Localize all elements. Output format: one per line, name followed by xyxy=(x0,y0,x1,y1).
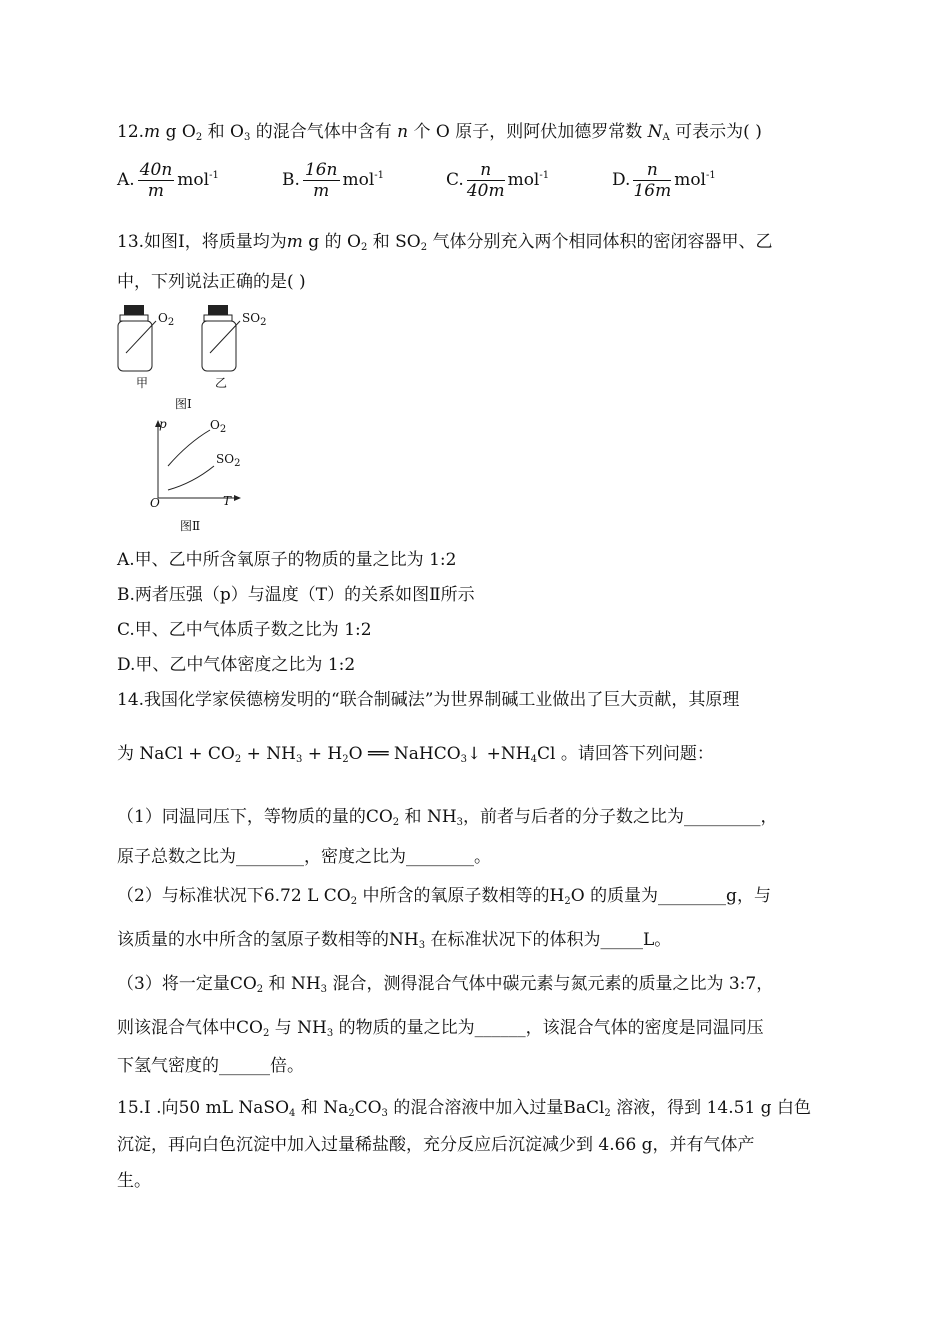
fraction xyxy=(303,160,340,201)
figure-1-caption: 图Ⅰ xyxy=(175,397,192,411)
bottle-left-label: 甲 xyxy=(136,376,149,390)
graph-x-label: T xyxy=(223,494,232,508)
q14-part2-line2: 该质量的水中所含的氢原子数相等的$NH_3$ 在标准状况下的体积为_____L。 xyxy=(117,930,672,951)
q12-option-c[interactable]: C. $\frac{n}{40m}$ mol$^{-1}$ xyxy=(446,160,550,201)
unit: mol xyxy=(507,170,540,190)
q13-option-d[interactable]: D.甲、乙中气体密度之比为 1:2 xyxy=(117,655,356,675)
unit: mol xyxy=(342,170,375,190)
q12-option-d[interactable]: D. $\frac{n}{16m}$ mol$^{-1}$ xyxy=(612,160,716,201)
q14-part2-line1: （2）与标准状况下6.72 L $CO_2$ 中所含的氧原子数相等的$H_2O$ 的质量为________g，与 xyxy=(117,886,771,907)
q13-option-b[interactable]: B.两者压强（p）与温度（T）的关系如图Ⅱ所示 xyxy=(117,585,475,605)
q14-part1-line2: 原子总数之比为________，密度之比为________。 xyxy=(117,847,491,867)
option-label: B. xyxy=(282,170,300,190)
q12-number: 12. xyxy=(117,122,145,142)
graph-origin-label: O xyxy=(150,496,160,510)
option-label: D. xyxy=(612,170,631,190)
q14-text: 混合，测得混合气体中碳元素与氮元素的质量之比为 3:7， xyxy=(332,974,774,994)
unit: mol xyxy=(674,170,706,190)
q14-text: 为 xyxy=(117,744,134,764)
q14-part3-line3: 下氢气密度的______倍。 xyxy=(117,1056,304,1076)
graph-y-label: p xyxy=(159,417,167,431)
q14-part3-line2: 则该混合气体中$CO_2$ 与 $NH_3$ 的物质的量之比为______，该混合气体的密度是同温同压 xyxy=(117,1018,764,1039)
q15-stem-line1: 15.Ⅰ .向50 mL NaSO$_4$ 和 $Na_2CO_3$ 的混合溶液中加入过量BaCl$_2$ 溶液，得到 14.51 g 白色 xyxy=(117,1098,811,1119)
fraction-den: m xyxy=(313,181,330,201)
fraction-den: m xyxy=(147,181,165,201)
fraction-num: 16n xyxy=(304,160,338,180)
q13-text: 13.如图Ⅰ，将质量均为 xyxy=(117,232,287,252)
q13-stem-line2: 中，下列说法正确的是( ) xyxy=(117,272,306,292)
bottle-left xyxy=(118,305,156,371)
unit: mol xyxy=(177,170,210,190)
option-label: C. xyxy=(446,170,464,190)
bottle-right-gas-label: $SO_2$ xyxy=(242,311,267,328)
q15-text: 溶液，得到 14.51 g 白色 xyxy=(616,1098,811,1118)
graph-curve2-label: $SO_2$ xyxy=(216,452,241,469)
q14-text: （2）与标准状况下 xyxy=(117,886,264,906)
fraction xyxy=(138,160,175,201)
fraction xyxy=(633,160,671,201)
q12-stem-end: 可表示为( ) xyxy=(675,122,762,142)
q13-option-c[interactable]: C.甲、乙中气体质子数之比为 1:2 xyxy=(117,620,372,640)
q14-text: 该质量的水中所含的氢原子数相等的 xyxy=(117,930,389,950)
fraction-den: 16m xyxy=(633,181,672,201)
fraction-num: n xyxy=(633,160,671,181)
option-label: A. xyxy=(117,170,135,190)
fraction-num: 40n xyxy=(139,160,173,180)
q14-text: 的质量为________g，与 xyxy=(590,886,771,906)
q15-stem-line2: 沉淀，再向白色沉淀中加入过量稀盐酸，充分反应后沉淀减少到 4.66 g，并有气体产 xyxy=(117,1135,755,1155)
q12-stem-part2: 个 O 原子，则阿伏加德罗常数 xyxy=(413,122,643,142)
q14-text: 的物质的量之比为______，该混合气体的密度是同温同压 xyxy=(338,1018,764,1038)
q15-text: 的混合溶液中加入过量 xyxy=(393,1098,564,1118)
q14-text: 中所含的氧原子数相等的 xyxy=(362,886,550,906)
q14-stem-line1: 14.我国化学家侯德榜发明的“联合制碱法”为世界制碱工业做出了巨大贡献，其原理 xyxy=(117,690,740,710)
bottle-right-label: 乙 xyxy=(215,376,228,390)
q14-text: （3）将一定量 xyxy=(117,974,230,994)
figure-2-caption: 图Ⅱ xyxy=(180,519,201,533)
q15-stem-line3: 生。 xyxy=(117,1171,151,1191)
q14-text: ，前者与后者的分子数之比为_________， xyxy=(463,807,778,827)
q14-text: 。请回答下列问题： xyxy=(560,744,714,764)
bottle-right xyxy=(202,305,240,371)
fraction-num: n xyxy=(467,160,505,181)
q14-part3-line1: （3）将一定量$CO_2$ 和 $NH_3$ 混合，测得混合气体中碳元素与氮元素的质量之比为 3:7， xyxy=(117,974,774,995)
q12-option-b[interactable]: B. $\frac{16n}{m}$ mol$^{-1}$ xyxy=(282,160,385,201)
q15-text: 15.Ⅰ .向 xyxy=(117,1098,179,1118)
q14-stem-line2: 为 NaCl + $CO_2 + NH_3 + H_2O$ ══ NaHCO$_3$↓ $+NH_4Cl$ 。请回答下列问题： xyxy=(117,744,714,765)
fraction-den: 40m xyxy=(466,181,505,201)
q12-stem: 12.m g $O_2$ 和 $O_3$ 的混合气体中含有 n 个 O 原子，则阿伏加德罗常数 $N_A$ 可表示为( ) xyxy=(117,122,762,143)
q12-stem-part: 的混合气体中含有 xyxy=(255,122,392,142)
fraction xyxy=(467,160,505,201)
q14-text: 则该混合气体中 xyxy=(117,1018,236,1038)
graph-curve1-label: $O_2$ xyxy=(210,418,227,435)
q13-stem-line1: 13.如图Ⅰ，将质量均为m g 的 $O_2$ 和 $SO_2$ 气体分别充入两个相同体积的密闭容器甲、乙 xyxy=(117,232,773,253)
q13-text: 气体分别充入两个相同体积的密闭容器甲、乙 xyxy=(432,232,773,252)
q13-text: 的 xyxy=(324,232,342,252)
q12-option-a[interactable]: A. $\frac{40n}{m}$ mol$^{-1}$ xyxy=(117,160,219,201)
q14-part1-line1: （1）同温同压下，等物质的量的$CO_2$ 和 $NH_3$，前者与后者的分子数之比为_________， xyxy=(117,807,778,828)
q14-text: 在标准状况下的体积为_____L。 xyxy=(430,930,672,950)
q13-option-a[interactable]: A.甲、乙中所含氧原子的物质的量之比为 1:2 xyxy=(117,550,457,570)
q14-text: （1）同温同压下，等物质的量的 xyxy=(117,807,366,827)
bottle-left-gas-label: $O_2$ xyxy=(158,311,175,328)
